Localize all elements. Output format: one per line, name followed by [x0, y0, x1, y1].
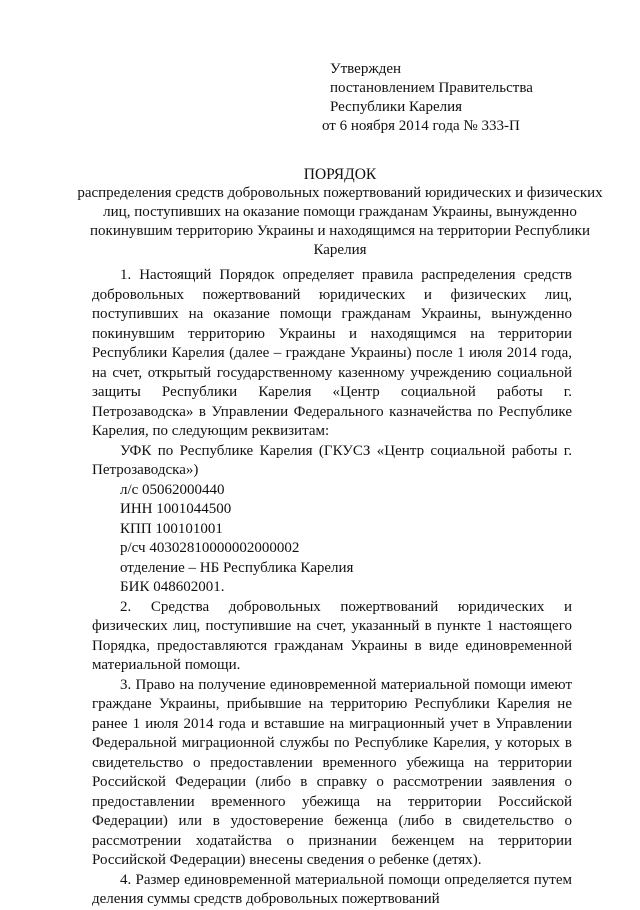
requisite-inn: ИНН 1001044500: [120, 501, 232, 517]
document-body: [92, 266, 572, 910]
paragraph-4: 4. Размер единовременной материальной помощи определяется путем деления суммы средств добровольных пожертвований: [92, 871, 572, 907]
paragraph-3: 3. Право на получение единовременной материальной помощи имеют граждане Украины, прибывшие на территорию Республики Карелия не ранее 1 июля 2014 года и вставшие на миграционный учет в Управлении Федеральной миграционной службы по Республике Карелия, у которых в свидетельство о предоставлении временного убежища на территории Российской Федерации (либо в справку о рассмотрении заявления о предоставлении временного убежища на территории Российской Федерации) или в удостоверение беженца (либо в свидетельство о рассмотрении ходатайства о признании беженцем на территории Российской Федерации) внесены сведения о ребенке (детях).: [92, 676, 572, 868]
approval-line-date-number: от 6 ноября 2014 года № 333-П: [322, 118, 520, 134]
paragraph-1: 1. Настоящий Порядок определяет правила распределения средств добровольных пожертвований юридических и физических лиц, поступивших на оказание помощи гражданам Украины, вынужденно покинувшим территорию Украины и находящимся на территории Республики Карелия (далее – граждане Украины) после 1 июля 2014 года, на счет, открытый государственному казенному учреждению социальной защиты Республики Карелия «Центр социальной работы г. Петрозаводска» в Управлении Федерального казначейства по Республике Карелия, по следующим реквизитам:: [92, 267, 572, 439]
approval-line-resolution: постановлением Правительства: [330, 80, 533, 96]
approval-line-approved: Утвержден: [330, 61, 402, 77]
requisite-recipient: УФК по Республике Карелия (ГКУСЗ «Центр социальной работы г. Петрозаводска»): [92, 442, 572, 478]
approval-stamp: [322, 60, 622, 136]
requisite-personal-account: л/с 05062000440: [120, 481, 225, 498]
requisite-bik: БИК 048602001.: [120, 579, 225, 595]
paragraph-2: 2. Средства добровольных пожертвований юридических и физических лиц, поступившие на счет, указанный в пункте 1 настоящего Порядка, предоставляются гражданам Украины в виде единовременной материальной помощи.: [92, 598, 572, 673]
requisite-settlement-account: р/сч 40302810000002000002: [120, 540, 300, 556]
approval-line-republic: Республики Карелия: [330, 99, 463, 115]
document-title: [70, 165, 610, 260]
title-subtitle: распределения средств добровольных пожертвований юридических и физических лиц, поступивших на оказание помощи гражданам Украины, вынужденно покинувшим территорию Украины и находящимся на территории Республики Карелия: [77, 185, 603, 258]
title-heading: ПОРЯДОК: [303, 166, 377, 183]
requisite-kpp: КПП 100101001: [120, 520, 223, 537]
bank-requisites: [92, 442, 572, 598]
requisite-branch: отделение – НБ Республика Карелия: [120, 559, 354, 576]
